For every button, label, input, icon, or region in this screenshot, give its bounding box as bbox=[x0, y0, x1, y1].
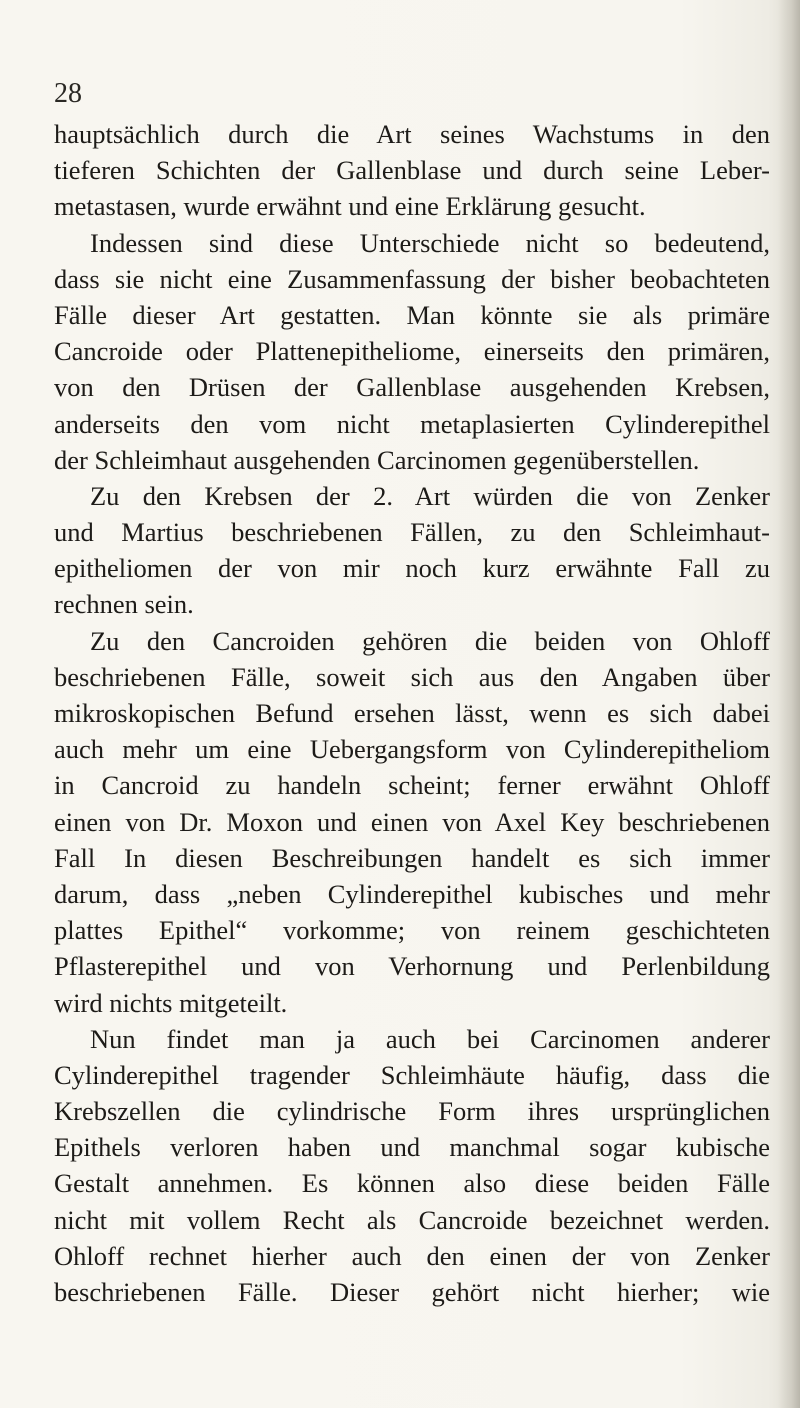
text-line: Epithels verloren haben und manchmal sogar kubische bbox=[54, 1132, 770, 1163]
paragraph-first-line: Indessen sind diese Unterschiede nicht so bedeutend, bbox=[90, 227, 770, 258]
text-line: der Schleimhaut ausgehenden Carcinomen gegenüberstellen. bbox=[54, 444, 700, 475]
text-line: rechnen sein. bbox=[54, 589, 194, 620]
text-line: darum, dass „neben Cylinderepithel kubisches und mehr bbox=[54, 878, 770, 909]
text-line: Gestalt annehmen. Es können also diese beiden Fälle bbox=[54, 1168, 770, 1199]
text-line: plattes Epithel“ vorkomme; von reinem geschichteten bbox=[54, 915, 770, 946]
text-line: in Cancroid zu handeln scheint; ferner erwähnt Ohloff bbox=[54, 770, 770, 801]
page-number: 28 bbox=[54, 78, 82, 109]
text-line: dass sie nicht eine Zusammenfassung der bisher beobachteten bbox=[54, 263, 770, 294]
text-line: beschriebenen Fälle, soweit sich aus den Angaben über bbox=[54, 661, 770, 692]
text-line: beschriebenen Fälle. Dieser gehört nicht hierher; wie bbox=[54, 1277, 770, 1307]
text-line: anderseits den vom nicht metaplasierten Cylinderepithel bbox=[54, 408, 770, 439]
paragraph-first-line: Zu den Krebsen der 2. Art würden die von Zenker bbox=[90, 480, 770, 511]
text-line: hauptsächlich durch die Art seines Wachstums in den bbox=[54, 119, 770, 149]
page-edge-shadow bbox=[778, 0, 800, 1408]
text-line: wird nichts mitgeteilt. bbox=[54, 987, 288, 1018]
text-line: nicht mit vollem Recht als Cancroide bezeichnet werden. bbox=[54, 1204, 770, 1235]
text-line: auch mehr um eine Uebergangsform von Cylinderepitheliom bbox=[54, 734, 770, 765]
text-line: von den Drüsen der Gallenblase ausgehenden Krebsen, bbox=[54, 372, 770, 403]
body-text bbox=[54, 116, 770, 1310]
text-line: Krebszellen die cylindrische Form ihres ursprünglichen bbox=[54, 1096, 770, 1127]
text-line: Pflasterepithel und von Verhornung und Perlenbildung bbox=[54, 951, 770, 982]
text-line: epitheliomen der von mir noch kurz erwähnte Fall zu bbox=[54, 553, 770, 584]
text-line: einen von Dr. Moxon und einen von Axel Key beschriebenen bbox=[54, 806, 770, 837]
text-line: Fall In diesen Beschreibungen handelt es sich immer bbox=[54, 842, 770, 873]
text-line: Ohloff rechnet hierher auch den einen der von Zenker bbox=[54, 1240, 770, 1271]
text-line: tieferen Schichten der Gallenblase und durch seine Leber- bbox=[54, 155, 770, 186]
text-line: Fälle dieser Art gestatten. Man könnte sie als primäre bbox=[54, 299, 770, 330]
text-line: Cancroide oder Plattenepitheliome, einerseits den primären, bbox=[54, 336, 770, 367]
text-line: und Martius beschriebenen Fällen, zu den Schleimhaut- bbox=[54, 517, 770, 548]
paragraph-first-line: Nun findet man ja auch bei Carcinomen anderer bbox=[90, 1023, 770, 1054]
paragraph-first-line: Zu den Cancroiden gehören die beiden von Ohloff bbox=[90, 625, 770, 656]
text-line: Cylinderepithel tragender Schleimhäute häufig, dass die bbox=[54, 1059, 770, 1090]
text-line: mikroskopischen Befund ersehen lässt, wenn es sich dabei bbox=[54, 698, 770, 728]
text-line: metastasen, wurde erwähnt und eine Erklärung gesucht. bbox=[54, 191, 646, 222]
